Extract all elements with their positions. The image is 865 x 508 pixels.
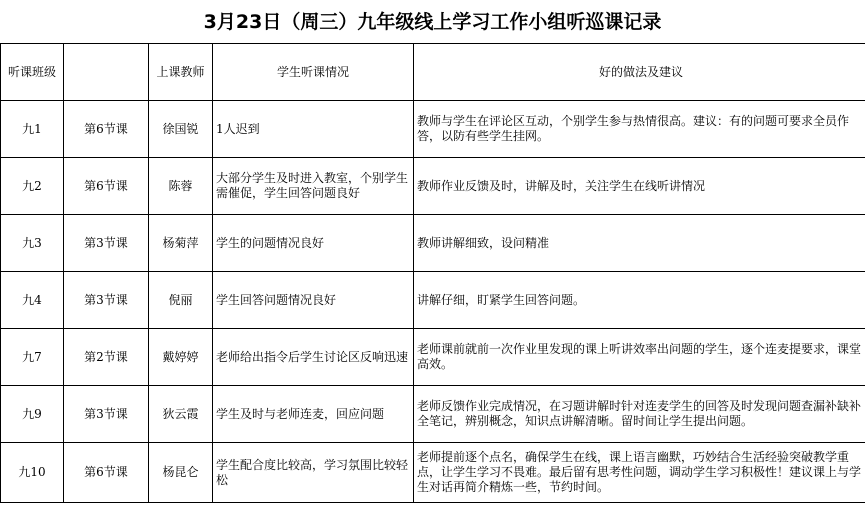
- cell-situation: 学生回答问题情况良好: [213, 272, 414, 329]
- cell-suggestions: 老师反馈作业完成情况，在习题讲解时针对连麦学生的回答及时发现问题查漏补缺补全笔记，辨别概念，知识点讲解清晰。留时间让学生提出问题。: [414, 386, 865, 443]
- table-row: [1, 215, 865, 272]
- cell-situation: 1人迟到: [213, 101, 414, 158]
- cell-class: 九1: [1, 101, 64, 158]
- cell-teacher: 杨菊萍: [149, 215, 213, 272]
- cell-suggestions: 老师提前逐个点名，确保学生在线，课上语言幽默，巧妙结合生活经验突破教学重点，让学生学习不畏难。最后留有思考性问题，调动学生学习积极性！建议课上与学生对话再简介精炼一些，节约时间。: [414, 443, 865, 503]
- cell-period: 第6节课: [64, 101, 149, 158]
- cell-suggestions: 教师讲解细致，设问精准: [414, 215, 865, 272]
- cell-suggestions: 讲解仔细，盯紧学生回答问题。: [414, 272, 865, 329]
- cell-period: 第3节课: [64, 272, 149, 329]
- table-header-row: [1, 44, 865, 101]
- header-situation: 学生听课情况: [213, 44, 414, 101]
- cell-period: 第2节课: [64, 329, 149, 386]
- cell-situation: 学生及时与老师连麦，回应问题: [213, 386, 414, 443]
- cell-period: 第6节课: [64, 443, 149, 503]
- cell-situation: 大部分学生及时进入教室，个别学生需催促，学生回答问题良好: [213, 158, 414, 215]
- page-title: 3月23日（周三）九年级线上学习工作小组听巡课记录: [203, 11, 662, 33]
- cell-period: 第3节课: [64, 215, 149, 272]
- cell-class: 九9: [1, 386, 64, 443]
- cell-teacher: 狄云霞: [149, 386, 213, 443]
- cell-class: 九3: [1, 215, 64, 272]
- cell-teacher: 徐国锐: [149, 101, 213, 158]
- header-class: 听课班级: [1, 44, 64, 101]
- table-row: [1, 158, 865, 215]
- cell-teacher: 倪丽: [149, 272, 213, 329]
- table-row: [1, 272, 865, 329]
- header-period: [64, 44, 149, 101]
- cell-class: 九7: [1, 329, 64, 386]
- cell-teacher: 戴婷婷: [149, 329, 213, 386]
- table-row: [1, 329, 865, 386]
- observation-table: [0, 43, 865, 503]
- table-row: [1, 443, 865, 503]
- cell-class: 九10: [1, 443, 64, 503]
- cell-class: 九4: [1, 272, 64, 329]
- table-row: [1, 101, 865, 158]
- cell-suggestions: 教师作业反馈及时，讲解及时，关注学生在线听讲情况: [414, 158, 865, 215]
- cell-situation: 学生配合度比较高，学习氛围比较轻松: [213, 443, 414, 503]
- header-teacher: 上课教师: [149, 44, 213, 101]
- cell-teacher: 杨昆仑: [149, 443, 213, 503]
- cell-period: 第3节课: [64, 386, 149, 443]
- cell-situation: 老师给出指令后学生讨论区反响迅速: [213, 329, 414, 386]
- cell-suggestions: 老师课前就前一次作业里发现的课上听讲效率出问题的学生，逐个连麦提要求，课堂高效。: [414, 329, 865, 386]
- cell-class: 九2: [1, 158, 64, 215]
- cell-situation: 学生的问题情况良好: [213, 215, 414, 272]
- header-suggestions: 好的做法及建议: [414, 44, 865, 101]
- cell-period: 第6节课: [64, 158, 149, 215]
- table-row: [1, 386, 865, 443]
- cell-suggestions: 教师与学生在评论区互动，个别学生参与热情很高。建议：有的问题可要求全员作答，以防有些学生挂网。: [414, 101, 865, 158]
- cell-teacher: 陈蓉: [149, 158, 213, 215]
